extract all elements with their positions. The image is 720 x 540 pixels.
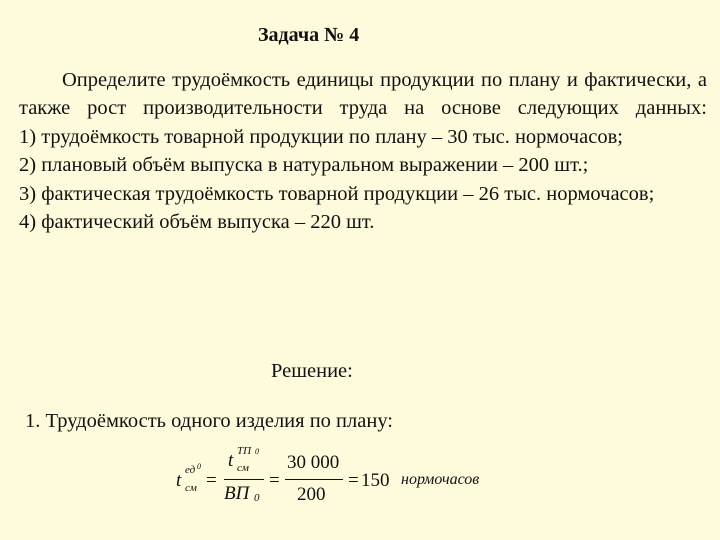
formula-equals-2: = — [269, 470, 280, 491]
formula-den-sub: 0 — [254, 492, 260, 504]
formula-den-symbol: ВП — [224, 483, 250, 504]
problem-item-4: 4) фактический объём выпуска – 220 шт. — [19, 211, 375, 234]
problem-item-3: 3) фактическая трудоёмкость товарной продукции – 26 тыс. нормочасов; — [19, 182, 655, 205]
solution-heading: Решение: — [271, 360, 353, 382]
task-title: Задача № 4 — [258, 24, 360, 46]
formula-unit: нормочасов — [401, 471, 480, 488]
formula-den-value: 200 — [297, 484, 326, 505]
formula-num-sub: см — [237, 462, 249, 474]
formula-num-symbol: t — [228, 450, 234, 471]
formula-result: 150 — [361, 470, 390, 491]
formula-lhs-sub: см — [185, 482, 197, 494]
problem-item-2: 2) плановый объём выпуска в натуральном выражении – 200 шт.; — [19, 154, 589, 177]
formula-lhs-symbol: t — [176, 470, 182, 491]
labor-intensity-formula — [176, 445, 516, 512]
problem-item-1: 1) трудоёмкость товарной продукции по плану – 30 тыс. нормочасов; — [19, 125, 623, 148]
formula-lhs-sup-small: 0 — [197, 462, 201, 471]
formula-num-sup: ТП — [237, 445, 252, 457]
formula-equals-1: = — [206, 470, 217, 491]
formula-equals-3: = — [348, 470, 359, 491]
formula-num-value: 30 000 — [287, 452, 340, 473]
problem-intro: Определите трудоёмкость единицы продукции по плану и фактически, а также рост производительности труда на основе следующих данных: — [19, 69, 707, 120]
solution-step-1: 1. Трудоёмкость одного изделия по плану: — [25, 410, 393, 432]
formula-lhs-sup: ед — [185, 464, 196, 476]
formula-num-sup-small: 0 — [255, 447, 259, 456]
problem-text — [19, 66, 707, 236]
